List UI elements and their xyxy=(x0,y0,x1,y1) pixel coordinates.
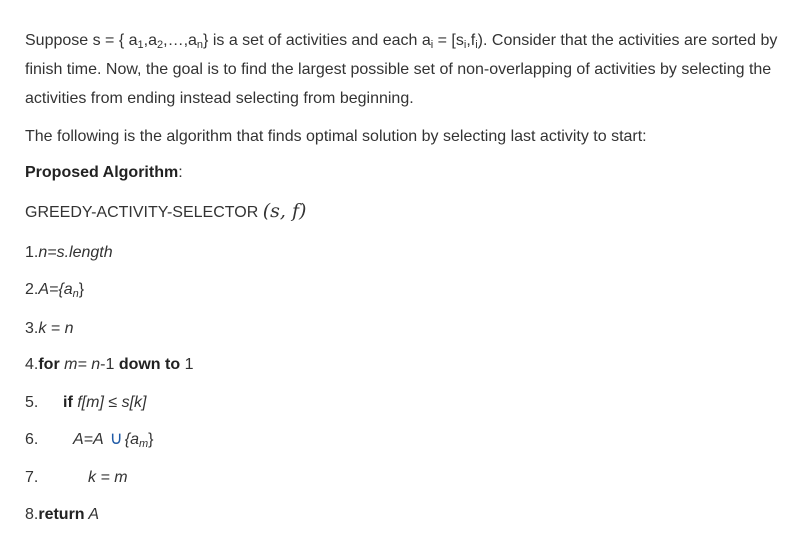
subscript-i-3: i xyxy=(475,39,478,51)
step-number: 5. xyxy=(25,394,39,411)
keyword-if: if xyxy=(63,394,73,411)
intro-text-1: Suppose s = { a xyxy=(25,32,138,49)
keyword-return: return xyxy=(38,506,85,523)
step-code: A={a xyxy=(38,281,73,298)
step-code: A=A xyxy=(73,431,108,448)
keyword-for: for xyxy=(38,356,60,373)
subscript-i: i xyxy=(430,39,434,51)
algorithm-heading xyxy=(25,158,183,187)
subscript-n: n xyxy=(196,39,204,51)
procedure-signature xyxy=(25,197,306,227)
intro-text-2: ,a xyxy=(143,32,157,49)
step-number: 4. xyxy=(25,356,39,373)
intro-text-7: ). Consider that the activities are sorted by finish time. Now, the goal is to find the largest possible set of non-overlapping of activities by selecting the activities from ending instead selecting from beginning. xyxy=(25,32,778,107)
step-number: 1. xyxy=(25,244,39,261)
step-2 xyxy=(25,279,84,301)
step-code: A xyxy=(84,506,100,523)
keyword-down-to: down to xyxy=(118,356,181,373)
intro-text-3: ,…,a xyxy=(163,32,197,49)
procedure-name: GREEDY-ACTIVITY-SELECTOR xyxy=(25,204,263,221)
step-8 xyxy=(25,504,99,526)
step-number: 6. xyxy=(25,431,39,448)
intro-text-4: } is a set of activities and each a xyxy=(203,32,431,49)
step-code: f[m] ≤ s[k] xyxy=(72,394,147,411)
intro-text-6: ,f xyxy=(466,32,476,49)
subscript-i-2: i xyxy=(463,39,467,51)
step-code: k = n xyxy=(38,320,74,337)
intro-text-5: = [s xyxy=(433,32,464,49)
procedure-args: (s, f) xyxy=(262,200,307,222)
lead-paragraph: The following is the algorithm that finds optimal solution by selecting last activity to start: xyxy=(25,128,647,145)
step-number: 7. xyxy=(25,469,39,486)
union-symbol-icon: ∪ xyxy=(109,428,123,449)
loop-variable: m= n xyxy=(59,356,101,373)
heading-colon: : xyxy=(178,164,183,181)
step-number: 3. xyxy=(25,320,39,337)
algorithm-heading-label: Proposed Algorithm xyxy=(25,164,179,181)
loop-end: 1 xyxy=(180,356,194,373)
step-3 xyxy=(25,318,73,340)
subscript-m: m xyxy=(138,438,149,450)
step-6 xyxy=(25,428,154,451)
loop-offset: -1 xyxy=(100,356,119,373)
step-7 xyxy=(25,467,128,489)
step-number: 2. xyxy=(25,281,39,298)
step-5 xyxy=(25,392,146,414)
step-code-set: {a xyxy=(124,431,139,448)
intro-paragraph xyxy=(25,26,795,113)
subscript-2: 2 xyxy=(157,39,164,51)
step-1 xyxy=(25,242,113,264)
step-code: k = m xyxy=(88,469,128,486)
subscript-n: n xyxy=(72,288,79,300)
step-4 xyxy=(25,354,193,376)
subscript-1: 1 xyxy=(137,39,144,51)
step-code-end: } xyxy=(148,431,154,448)
step-number: 8. xyxy=(25,506,39,523)
step-code: n=s.length xyxy=(38,244,113,261)
step-code-end: } xyxy=(78,281,85,298)
